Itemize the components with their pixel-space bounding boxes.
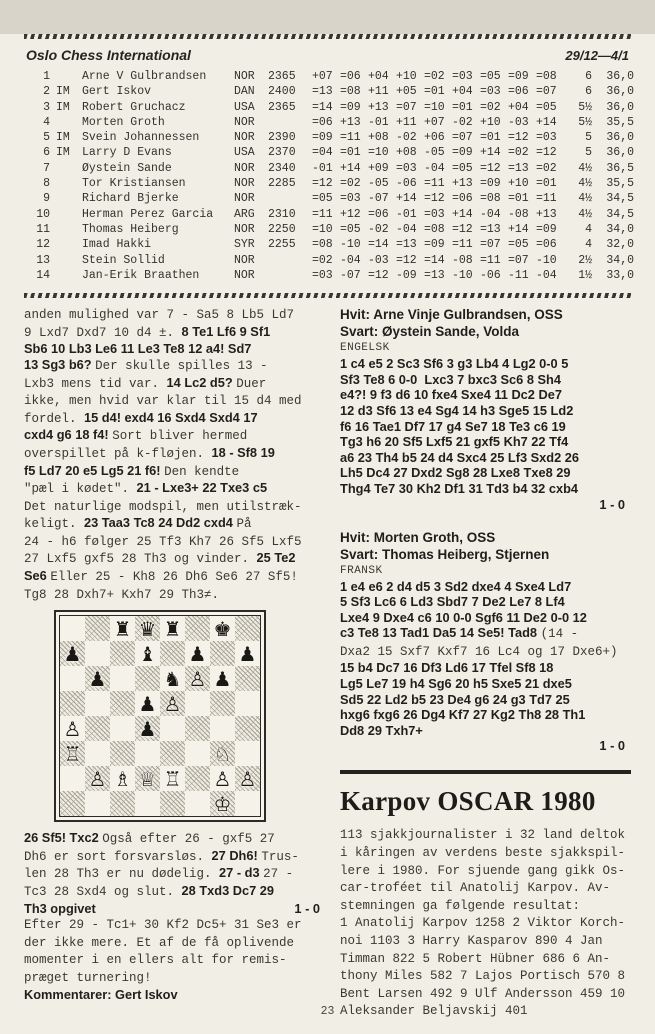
board-square — [210, 766, 235, 791]
article-body — [340, 826, 631, 1020]
two-column-layout — [0, 306, 655, 1020]
chess-piece-N: ♘ — [213, 741, 232, 766]
board-square — [60, 741, 85, 766]
chess-piece-p: ♟ — [188, 641, 207, 666]
board-square — [135, 691, 160, 716]
text-line: Thg4 Te7 30 Kh2 Df1 31 Td3 b4 32 cxb4 — [340, 480, 579, 496]
chess-piece-K: ♔ — [213, 791, 232, 816]
text-line: 1 e4 e6 2 d4 d5 3 Sd2 dxe4 4 Sxe4 Ld7 — [340, 578, 572, 594]
table-row: 13 Stein Sollid NOR =02 -04 -03 =12 =14 -08 =11 =07 -10 2½ 34,0 — [36, 253, 634, 267]
magazine-page — [0, 34, 655, 1034]
text-line: f6 16 Tae1 Df7 17 g4 Se7 18 Te3 c6 19 — [340, 418, 566, 434]
text-line: 5 Sf3 Lc6 6 Ld3 Sbd7 7 De2 Le7 8 Lf4 — [340, 594, 565, 610]
table-row: 12 Imad Hakki SYR 2255 =08 -10 =14 =13 =09 =11 =07 =05 =06 4 32,0 — [36, 238, 634, 252]
standings-table — [24, 69, 635, 283]
board-square — [160, 666, 185, 691]
board-square — [235, 691, 260, 716]
table-row: 8 Tor Kristiansen NOR 2285 =12 =02 -05 -06 =11 +13 =09 +10 =01 4½ 35,5 — [43, 177, 634, 191]
board-square — [210, 641, 235, 666]
game1-opening: ENGELSK — [340, 342, 390, 355]
text-line: 12 d3 Sf6 13 e4 Sg4 14 h3 Sge5 15 Ld2 — [340, 402, 574, 418]
text-line: Lxb3 mens tid var. 14 Lc2 d5? Duer — [24, 374, 267, 391]
chess-piece-k: ♚ — [213, 616, 232, 641]
table-row: 4 Morten Groth NOR =06 +13 -01 +11 +07 -02 +10 -03 +14 5½ 35,5 — [43, 115, 634, 129]
article-title: Karpov OSCAR 1980 — [340, 786, 596, 817]
board-square — [160, 641, 185, 666]
board-square — [235, 616, 260, 641]
board-square — [60, 641, 85, 666]
board-square — [235, 791, 260, 816]
text-line: keligt. 23 Taa3 Tc8 24 Dd2 cxd4 På — [24, 515, 252, 532]
annotation-part1 — [24, 306, 324, 603]
text-line: thony Miles 582 7 Lajos Portisch 570 8 — [340, 969, 626, 984]
board-square — [235, 766, 260, 791]
text-line: der ikke mere. Et af de få oplivende — [24, 935, 295, 950]
table-row: 1 Arne V Gulbrandsen NOR 2365 +07 =06 +04 +10 =02 =03 =05 =09 =08 6 36,0 — [43, 70, 634, 83]
game2-result: 1 - 0 — [599, 738, 625, 754]
text-line: fordel. 15 d4! exd4 16 Sxd4 Sxd4 17 — [24, 409, 258, 426]
chess-piece-P: ♙ — [88, 766, 107, 791]
chess-piece-q: ♛ — [138, 616, 157, 641]
chess-piece-R: ♖ — [63, 741, 82, 766]
board-square — [85, 641, 110, 666]
board-square — [235, 666, 260, 691]
board-square — [110, 641, 135, 666]
board-square — [135, 766, 160, 791]
board-square — [210, 616, 235, 641]
text-line: Dd8 29 Txh7+ — [340, 722, 423, 738]
board-square — [85, 616, 110, 641]
text-line: 24 - h6 følger 25 Tf3 Kh7 26 Sf5 Lxf5 — [24, 534, 302, 549]
board-square — [110, 741, 135, 766]
board-square — [110, 691, 135, 716]
text-line: 9 Lxd7 Dxd7 10 d4 ±. 8 Te1 Lf6 9 Sf1 — [24, 323, 271, 340]
board-square — [185, 666, 210, 691]
board-square — [210, 691, 235, 716]
text-line: Dh6 er sort forsvarsløs. 27 Dh6! Trus- — [24, 847, 299, 864]
table-row: 5 IM Svein Johannessen NOR 2390 =09 =11 +08 -02 +06 =07 =01 =12 =03 5 36,0 — [43, 131, 634, 145]
board-square — [135, 641, 160, 666]
text-line: 113 sjakkjournalister i 32 land deltok — [340, 828, 626, 843]
game2-block — [340, 529, 631, 755]
text-line: c3 Te8 13 Tad1 Da5 14 Se5! Tad8 (14 - — [340, 625, 579, 642]
text-line: Lxe4 9 Dxe4 c6 10 0-0 Sgf6 11 De2 0-0 12 — [340, 609, 587, 625]
table-row: 11 Thomas Heiberg NOR 2250 =10 =05 -02 -04 =08 =12 =13 +14 =09 4 34,0 — [36, 222, 634, 236]
board-square — [85, 666, 110, 691]
board-square — [160, 766, 185, 791]
table-row: 7 Øystein Sande NOR 2340 -01 +14 +09 =03 -04 =05 =12 =13 =02 4½ 36,5 — [43, 161, 634, 175]
board-square — [235, 741, 260, 766]
text-line: Lh5 Dc4 27 Dxd2 Sg8 28 Lxe8 Txe8 29 — [340, 465, 571, 481]
text-line: Aleksander Beljavskij 401 — [340, 1004, 528, 1019]
table-row: 3 IM Robert Gruchacz USA 2365 =14 =09 +13 =07 =10 =01 =02 +04 =05 5½ 36,0 — [43, 100, 634, 114]
text-line: hxg6 fxg6 26 Dg4 Kf7 27 Kg2 Th8 28 Th1 — [340, 707, 586, 723]
board-square — [185, 791, 210, 816]
board-square — [85, 766, 110, 791]
board-square — [185, 641, 210, 666]
board-square — [85, 716, 110, 741]
board-square — [60, 766, 85, 791]
tournament-dates: 29/12—4/1 — [565, 48, 629, 63]
text-line: stemningen ga følgende resultat: — [340, 898, 581, 913]
chess-piece-b: ♝ — [138, 641, 157, 666]
text-line: a6 23 Th4 b5 24 d4 Sxc4 25 Lf3 Sxd2 26 — [340, 449, 580, 465]
chess-piece-P: ♙ — [238, 766, 257, 791]
chess-piece-P: ♙ — [188, 666, 207, 691]
board-square — [210, 741, 235, 766]
text-line: 27 Lxf5 gxf5 28 Th3 og vinder. 25 Te2 — [24, 550, 296, 567]
game2-opening: FRANSK — [340, 564, 383, 577]
text-line: Sf3 Te8 6 0-0 Lxc3 7 bxc3 Sc6 8 Sh4 — [340, 371, 561, 387]
board-square — [85, 741, 110, 766]
text-line: Tg8 28 Dxh7+ Kxh7 29 Th3≠. — [24, 587, 220, 602]
board-square — [185, 766, 210, 791]
text-line: Bent Larsen 492 9 Ulf Andersson 459 10 — [340, 986, 626, 1001]
board-square — [210, 666, 235, 691]
text-line: cxd4 g6 18 f4! Sort bliver hermed — [24, 427, 248, 444]
board-square — [135, 616, 160, 641]
article-divider-rule — [340, 770, 631, 774]
text-line: 26 Sf5! Txc2 Også efter 26 - gxf5 27 — [24, 830, 275, 847]
chess-piece-B: ♗ — [113, 766, 132, 791]
text-line: lere i 1980. For sjuende gang gikk Os- — [340, 863, 626, 878]
chess-piece-p: ♟ — [138, 716, 157, 741]
table-row: 6 IM Larry D Evans USA 2370 =04 =01 =10 +08 -05 =09 +14 =02 =12 5 36,0 — [43, 146, 634, 160]
text-line: f5 Ld7 20 e5 Lg5 21 f6! Den kendte — [24, 462, 240, 479]
board-square — [110, 716, 135, 741]
decorative-divider-middle — [24, 293, 631, 298]
text-line: i kåringen av verdens beste sjakkspil- — [340, 846, 626, 861]
chess-diagram — [54, 610, 266, 822]
text-line: Sb6 10 Lb3 Le6 11 Le3 Te8 12 a4! Sd7 — [24, 341, 252, 357]
board-square — [135, 716, 160, 741]
text-line: Sd5 22 Ld2 b5 23 De4 g6 24 g3 Td7 25 — [340, 691, 570, 707]
board-square — [185, 691, 210, 716]
text-line: 1 Anatolij Karpov 1258 2 Viktor Korch- — [340, 916, 626, 931]
page-number: 23 — [320, 1005, 335, 1018]
chess-piece-P: ♙ — [63, 716, 82, 741]
right-column — [340, 306, 631, 1020]
chess-piece-Q: ♕ — [138, 766, 157, 791]
text-line: Tg3 h6 20 Sf5 Lxf5 21 gxf5 Kh7 22 Tf4 — [340, 434, 569, 450]
game1-black: Svart: Øystein Sande, Volda — [340, 324, 520, 340]
chess-piece-p: ♟ — [88, 666, 107, 691]
text-line: e4?! 9 f3 d6 10 fxe4 Sxe4 11 Dc2 De7 — [340, 387, 562, 403]
text-line: 1 c4 e5 2 Sc3 Sf6 3 g3 Lb4 4 Lg2 0-0 5 — [340, 356, 569, 372]
chess-piece-p: ♟ — [213, 666, 232, 691]
text-line: Lg5 Le7 19 h4 Sg6 20 h5 Sxe5 21 dxe5 — [340, 676, 572, 692]
board-square — [185, 741, 210, 766]
text-line: Det naturlige modspil, men utilstræk- — [24, 499, 302, 514]
chess-piece-p: ♟ — [238, 641, 257, 666]
chess-piece-P: ♙ — [213, 766, 232, 791]
chess-piece-r: ♜ — [113, 616, 132, 641]
text-line: Efter 29 - Tc1+ 30 Kf2 Dc5+ 31 Se3 er — [24, 918, 302, 933]
board-square — [210, 716, 235, 741]
board-square — [160, 691, 185, 716]
board-square — [160, 741, 185, 766]
board-square — [160, 791, 185, 816]
text-line: Tc3 28 Sxd4 og slut. 28 Txd3 Dc7 29 — [24, 883, 275, 900]
board-square — [235, 716, 260, 741]
standings-rows — [24, 69, 635, 283]
board-square — [135, 791, 160, 816]
text-line: anden mulighed var 7 - Sa5 8 Lb5 Ld7 — [24, 308, 295, 323]
text-line: Dxa2 15 Sxf7 Kxf7 16 Lc4 og 17 Dxe6+) — [340, 644, 618, 659]
board-square — [135, 666, 160, 691]
board-square — [60, 716, 85, 741]
table-row: 2 IM Gert Iskov DAN 2400 =13 =08 +11 +05 =01 +04 =03 =06 =07 6 36,0 — [43, 85, 634, 99]
board-square — [110, 616, 135, 641]
board-square — [110, 666, 135, 691]
text-line: car-troféet til Anatolij Karpov. Av- — [340, 881, 611, 896]
text-line: overspillet på k-fløjen. 18 - Sf8 19 — [24, 444, 275, 461]
left-column — [24, 306, 324, 1020]
text-line: Se6 Eller 25 - Kh8 26 Dh6 Se6 27 Sf5! — [24, 568, 298, 585]
chess-board — [59, 615, 261, 817]
table-row: 9 Richard Bjerke NOR =05 =03 -07 +14 =12 =06 =08 =01 =11 4½ 34,5 — [43, 192, 634, 206]
chess-piece-P: ♙ — [163, 691, 182, 716]
text-line: "pæl i kødet". 21 - Lxe3+ 22 Txe3 c5 — [24, 480, 268, 497]
board-square — [185, 716, 210, 741]
chess-piece-R: ♖ — [163, 766, 182, 791]
text-line: 15 b4 Dc7 16 Df3 Ld6 17 Tfel Sf8 18 — [340, 660, 554, 676]
game2-black: Svart: Thomas Heiberg, Stjernen — [340, 546, 550, 562]
text-line: momenter i en ellers alt for remis- — [24, 953, 287, 968]
board-square — [60, 691, 85, 716]
page-header — [26, 47, 629, 63]
game1-moves — [340, 356, 631, 496]
board-square — [235, 641, 260, 666]
annotation-part2 — [24, 830, 324, 1002]
text-line: Timman 822 5 Robert Hübner 686 6 An- — [340, 951, 611, 966]
chess-piece-r: ♜ — [163, 616, 182, 641]
board-square — [110, 791, 135, 816]
chess-piece-n: ♞ — [163, 666, 182, 691]
board-square — [85, 791, 110, 816]
text-line: ikke, men hvid var klar til 15 d4 med — [24, 394, 302, 409]
game2-header — [340, 529, 631, 563]
section-title: Oslo Chess International — [26, 47, 191, 63]
game1-result: 1 - 0 — [599, 496, 625, 512]
game1-white: Hvit: Arne Vinje Gulbrandsen, OSS — [340, 307, 563, 323]
board-square — [60, 666, 85, 691]
chess-piece-p: ♟ — [138, 691, 157, 716]
board-square — [160, 716, 185, 741]
board-square — [110, 766, 135, 791]
board-square — [135, 741, 160, 766]
text-line: Kommentarer: Gert Iskov — [24, 986, 178, 1002]
game2-white: Hvit: Morten Groth, OSS — [340, 529, 496, 545]
decorative-divider-top — [24, 34, 631, 39]
text-line: 1 - 0 Th3 opgivet — [24, 900, 320, 916]
chess-piece-p: ♟ — [63, 641, 82, 666]
board-square — [85, 691, 110, 716]
table-row: 14 Jan-Erik Braathen NOR =03 -07 =12 -09 =13 -10 -06 -11 -04 1½ 33,0 — [36, 268, 634, 282]
table-row: 10 Herman Perez Garcia ARG 2310 =11 +12 =06 -01 =03 +14 -04 -08 +13 4½ 34,5 — [36, 207, 634, 221]
board-square — [60, 616, 85, 641]
text-line: præget turnering! — [24, 971, 152, 985]
game1-header — [340, 306, 631, 340]
text-line: noi 1103 3 Harry Kasparov 890 4 Jan — [340, 934, 603, 948]
game1-block — [340, 306, 631, 512]
board-square — [210, 791, 235, 816]
board-square — [60, 791, 85, 816]
board-square — [185, 616, 210, 641]
game2-moves — [340, 579, 631, 739]
text-line: len 28 Th3 er nu dødelig. 27 - d3 27 - — [24, 865, 294, 882]
board-square — [160, 616, 185, 641]
text-line: 13 Sg3 b6? Der skulle spilles 13 - — [24, 356, 268, 373]
